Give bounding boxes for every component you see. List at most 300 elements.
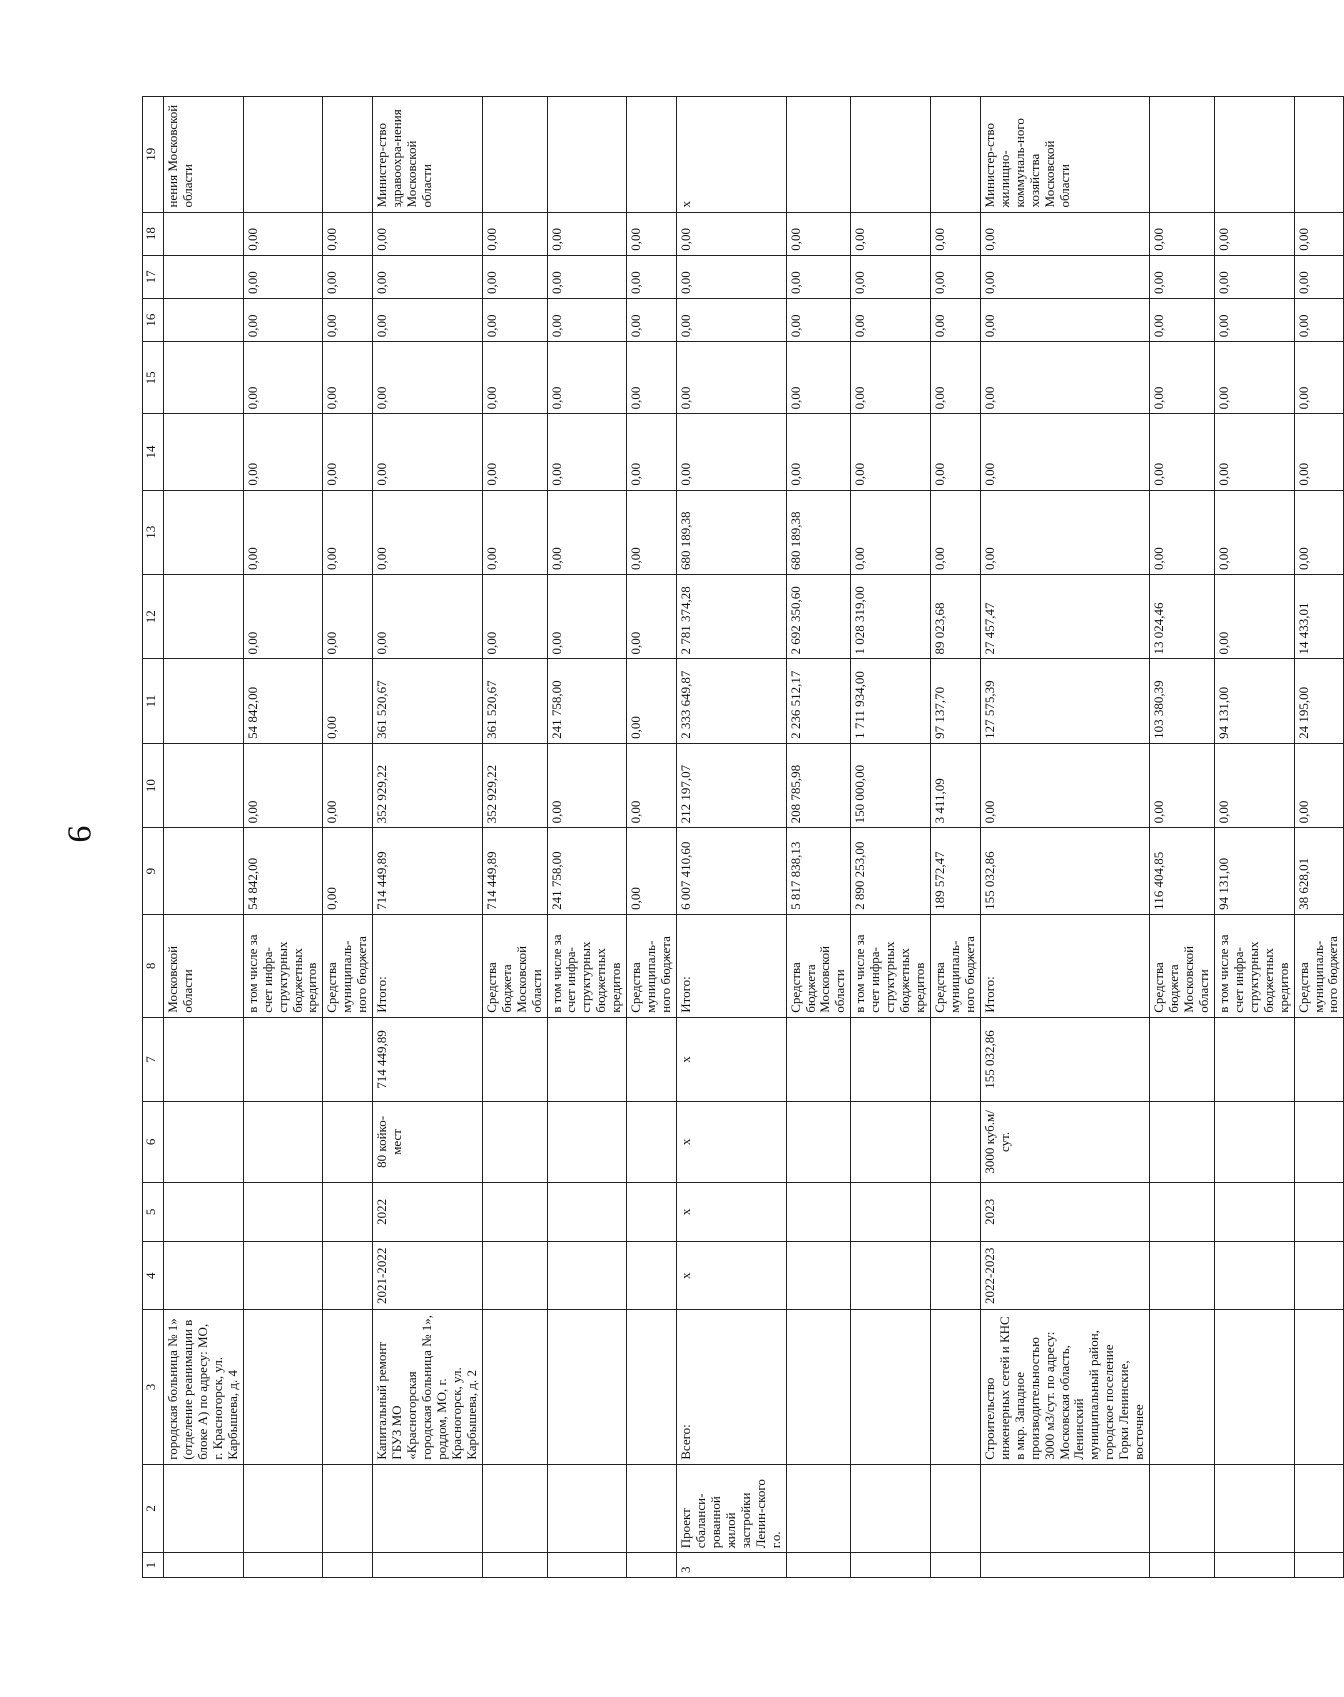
table-cell-col-3	[243, 1310, 323, 1464]
header-row	[143, 97, 164, 1578]
table-cell-col-2	[243, 1464, 323, 1553]
column-header-18: 18	[143, 212, 164, 255]
table-cell-col-3	[1150, 1310, 1215, 1464]
table-cell-col-7: x	[677, 1017, 787, 1101]
table-cell-col-7	[627, 1017, 677, 1101]
table-cell-col-8: Средства муниципаль-ного бюджета	[627, 914, 677, 1017]
table-cell-col-18	[164, 212, 244, 255]
table-cell-col-14: 0,00	[1214, 414, 1294, 490]
table-cell-col-7: 714 449,89	[373, 1017, 483, 1101]
table-cell-col-3	[786, 1310, 851, 1464]
table-cell-col-12: 14 433,01	[1294, 575, 1344, 659]
table-cell-col-17: 0,00	[547, 255, 627, 298]
table-cell-col-17: 0,00	[1214, 255, 1294, 298]
table-cell-col-5	[1214, 1182, 1294, 1242]
table-cell-col-12: 0,00	[373, 575, 483, 659]
column-header-9: 9	[143, 828, 164, 915]
table-cell-col-13: 0,00	[243, 490, 323, 574]
table-row	[547, 97, 627, 1578]
table-cell-col-2	[1294, 1464, 1344, 1553]
column-header-7: 7	[143, 1017, 164, 1101]
table-cell-col-9: 241 758,00	[547, 828, 627, 915]
table-cell-col-6	[482, 1102, 547, 1182]
table-cell-col-4	[1150, 1242, 1215, 1310]
table-cell-col-4	[627, 1242, 677, 1310]
column-header-3: 3	[143, 1310, 164, 1464]
table-cell-col-19	[1294, 97, 1344, 213]
table-cell-col-2	[786, 1464, 851, 1553]
table-cell-col-9: 94 131,00	[1214, 828, 1294, 915]
table-cell-col-16: 0,00	[931, 299, 981, 342]
table-cell-col-9: 714 449,89	[373, 828, 483, 915]
table-cell-col-7	[786, 1017, 851, 1101]
table-cell-col-4	[851, 1242, 931, 1310]
table-cell-col-15: 0,00	[373, 342, 483, 414]
table-cell-col-5	[1150, 1182, 1215, 1242]
table-cell-col-1: 3	[677, 1553, 787, 1578]
table-cell-col-9: 38 628,01	[1294, 828, 1344, 915]
column-header-12: 12	[143, 575, 164, 659]
table-cell-col-11: 127 575,39	[980, 659, 1149, 743]
table-cell-col-12: 2 692 350,60	[786, 575, 851, 659]
table-cell-col-16: 0,00	[1294, 299, 1344, 342]
table-row	[980, 97, 1149, 1578]
table-cell-col-14: 0,00	[373, 414, 483, 490]
table-cell-col-3: городская больница № 1» (отделение реанимации в блоке А) по адресу: МО, г. Красногорск, ул. Карбышева, д. 4	[164, 1310, 244, 1464]
column-header-13: 13	[143, 490, 164, 574]
table-body	[164, 97, 1344, 1578]
table-cell-col-7: 155 032,86	[980, 1017, 1149, 1101]
table-cell-col-10: 3 411,09	[931, 743, 981, 827]
table-cell-col-16: 0,00	[786, 299, 851, 342]
table-cell-col-17: 0,00	[373, 255, 483, 298]
table-cell-col-8: Московской области	[164, 914, 244, 1017]
table-cell-col-17: 0,00	[323, 255, 373, 298]
column-header-19: 19	[143, 97, 164, 213]
table-cell-col-16: 0,00	[1150, 299, 1215, 342]
table-cell-col-1	[547, 1553, 627, 1578]
table-cell-col-11: 361 520,67	[482, 659, 547, 743]
column-header-1: 1	[143, 1553, 164, 1578]
table-cell-col-19	[786, 97, 851, 213]
table-cell-col-14: 0,00	[243, 414, 323, 490]
table-cell-col-1	[851, 1553, 931, 1578]
table-cell-col-14: 0,00	[786, 414, 851, 490]
table-cell-col-18: 0,00	[547, 212, 627, 255]
table-cell-col-18: 0,00	[373, 212, 483, 255]
table-row	[1214, 97, 1294, 1578]
table-cell-col-17: 0,00	[243, 255, 323, 298]
table-cell-col-19: x	[677, 97, 787, 213]
table-cell-col-19	[851, 97, 931, 213]
table-cell-col-1	[482, 1553, 547, 1578]
table-cell-col-10: 0,00	[323, 743, 373, 827]
table-cell-col-11: 241 758,00	[547, 659, 627, 743]
table-cell-col-17: 0,00	[931, 255, 981, 298]
table-cell-col-1	[243, 1553, 323, 1578]
table-row	[627, 97, 677, 1578]
table-cell-col-6	[243, 1102, 323, 1182]
table-cell-col-14: 0,00	[482, 414, 547, 490]
table-cell-col-18: 0,00	[980, 212, 1149, 255]
table-cell-col-18: 0,00	[482, 212, 547, 255]
table-cell-col-17: 0,00	[980, 255, 1149, 298]
table-cell-col-5	[243, 1182, 323, 1242]
table-cell-col-1	[373, 1553, 483, 1578]
table-cell-col-3: Капитальный ремонт ГБУЗ МО «Красногорская городская больница № 1», роддом, МО, г. Красногорск, ул. Карбышева, д. 2	[373, 1310, 483, 1464]
table-cell-col-13: 0,00	[1150, 490, 1215, 574]
table-cell-col-5	[786, 1182, 851, 1242]
table-cell-col-19	[482, 97, 547, 213]
table-cell-col-15: 0,00	[980, 342, 1149, 414]
table-cell-col-2	[547, 1464, 627, 1553]
table-cell-col-19	[547, 97, 627, 213]
table-cell-col-19	[627, 97, 677, 213]
table-cell-col-18: 0,00	[323, 212, 373, 255]
table-cell-col-10: 212 197,07	[677, 743, 787, 827]
financing-table	[142, 96, 1344, 1578]
table-cell-col-14: 0,00	[1150, 414, 1215, 490]
table-cell-col-12: 0,00	[243, 575, 323, 659]
table-cell-col-11: 0,00	[323, 659, 373, 743]
table-cell-col-15: 0,00	[1150, 342, 1215, 414]
table-cell-col-17	[164, 255, 244, 298]
table-cell-col-11: 1 711 934,00	[851, 659, 931, 743]
table-cell-col-8: Средства бюджета Московской области	[482, 914, 547, 1017]
table-row	[1150, 97, 1215, 1578]
table-cell-col-15: 0,00	[547, 342, 627, 414]
table-cell-col-11: 0,00	[627, 659, 677, 743]
table-cell-col-1	[323, 1553, 373, 1578]
table-cell-col-5	[323, 1182, 373, 1242]
table-cell-col-9	[164, 828, 244, 915]
table-cell-col-10: 0,00	[627, 743, 677, 827]
table-cell-col-16: 0,00	[1214, 299, 1294, 342]
table-cell-col-4	[931, 1242, 981, 1310]
table-cell-col-5: x	[677, 1182, 787, 1242]
table-cell-col-2	[980, 1464, 1149, 1553]
table-cell-col-8: Средства бюджета Московской области	[1150, 914, 1215, 1017]
table-cell-col-13: 0,00	[931, 490, 981, 574]
table-cell-col-12: 0,00	[627, 575, 677, 659]
table-cell-col-17: 0,00	[482, 255, 547, 298]
table-cell-col-13: 680 189,38	[677, 490, 787, 574]
table-cell-col-6	[547, 1102, 627, 1182]
table-cell-col-18: 0,00	[243, 212, 323, 255]
table-cell-col-2	[323, 1464, 373, 1553]
table-cell-col-9: 2 890 253,00	[851, 828, 931, 915]
table-cell-col-12: 13 024,46	[1150, 575, 1215, 659]
table-cell-col-7	[1214, 1017, 1294, 1101]
table-cell-col-11	[164, 659, 244, 743]
table-cell-col-10	[164, 743, 244, 827]
table-cell-col-10: 150 000,00	[851, 743, 931, 827]
column-header-4: 4	[143, 1242, 164, 1310]
table-cell-col-18: 0,00	[786, 212, 851, 255]
table-cell-col-3	[547, 1310, 627, 1464]
table-cell-col-10: 0,00	[1214, 743, 1294, 827]
table-row	[786, 97, 851, 1578]
table-cell-col-6	[931, 1102, 981, 1182]
table-cell-col-16: 0,00	[373, 299, 483, 342]
table-cell-col-5	[851, 1182, 931, 1242]
table-cell-col-17: 0,00	[851, 255, 931, 298]
table-cell-col-13: 0,00	[323, 490, 373, 574]
table-row	[851, 97, 931, 1578]
table-cell-col-14: 0,00	[851, 414, 931, 490]
table-cell-col-5	[164, 1182, 244, 1242]
table-cell-col-15: 0,00	[243, 342, 323, 414]
table-cell-col-15: 0,00	[1294, 342, 1344, 414]
table-cell-col-8: в том числе за счет инфра-структурных бюджетных кредитов	[243, 914, 323, 1017]
table-cell-col-9: 0,00	[627, 828, 677, 915]
table-cell-col-6: 80 койко-мест	[373, 1102, 483, 1182]
table-cell-col-15	[164, 342, 244, 414]
table-cell-col-7	[547, 1017, 627, 1101]
column-header-5: 5	[143, 1182, 164, 1242]
table-cell-col-1	[786, 1553, 851, 1578]
table-row	[323, 97, 373, 1578]
table-cell-col-3	[931, 1310, 981, 1464]
table-cell-col-11: 97 137,70	[931, 659, 981, 743]
table-cell-col-4	[482, 1242, 547, 1310]
table-cell-col-12: 0,00	[547, 575, 627, 659]
table-cell-col-3	[1214, 1310, 1294, 1464]
table-cell-col-2	[373, 1464, 483, 1553]
table-cell-col-15: 0,00	[1214, 342, 1294, 414]
table-cell-col-9: 189 572,47	[931, 828, 981, 915]
table-row	[1294, 97, 1344, 1578]
table-cell-col-6	[851, 1102, 931, 1182]
table-cell-col-4	[323, 1242, 373, 1310]
column-header-17: 17	[143, 255, 164, 298]
table-cell-col-6	[1150, 1102, 1215, 1182]
table-cell-col-18: 0,00	[851, 212, 931, 255]
table-cell-col-16: 0,00	[243, 299, 323, 342]
table-cell-col-9: 155 032,86	[980, 828, 1149, 915]
table-cell-col-15: 0,00	[931, 342, 981, 414]
table-cell-col-11: 2 236 512,17	[786, 659, 851, 743]
table-cell-col-4: 2022-2023	[980, 1242, 1149, 1310]
table-cell-col-16: 0,00	[980, 299, 1149, 342]
table-cell-col-12: 89 023,68	[931, 575, 981, 659]
table-cell-col-8: в том числе за счет инфра-структурных бюджетных кредитов	[1214, 914, 1294, 1017]
table-cell-col-3	[851, 1310, 931, 1464]
table-cell-col-4: x	[677, 1242, 787, 1310]
table-cell-col-17: 0,00	[1150, 255, 1215, 298]
table-cell-col-5: 2023	[980, 1182, 1149, 1242]
column-header-2: 2	[143, 1464, 164, 1553]
table-row	[243, 97, 323, 1578]
column-header-16: 16	[143, 299, 164, 342]
table-row	[931, 97, 981, 1578]
table-cell-col-19: Министер-ство здравоохра-нения Московской области	[373, 97, 483, 213]
table-cell-col-5	[482, 1182, 547, 1242]
table-cell-col-5	[931, 1182, 981, 1242]
table-cell-col-3	[1294, 1310, 1344, 1464]
page-number: 9	[60, 825, 98, 843]
table-cell-col-5	[1294, 1182, 1344, 1242]
table-cell-col-1	[980, 1553, 1149, 1578]
table-cell-col-10: 0,00	[243, 743, 323, 827]
column-header-10: 10	[143, 743, 164, 827]
table-cell-col-16: 0,00	[482, 299, 547, 342]
table-cell-col-1	[1150, 1553, 1215, 1578]
table-row	[677, 97, 787, 1578]
table-cell-col-14: 0,00	[547, 414, 627, 490]
table-cell-col-9: 116 404,85	[1150, 828, 1215, 915]
table-cell-col-14: 0,00	[677, 414, 787, 490]
table-cell-col-13: 0,00	[851, 490, 931, 574]
table-cell-col-13: 0,00	[1214, 490, 1294, 574]
table-cell-col-9: 5 817 838,13	[786, 828, 851, 915]
column-header-15: 15	[143, 342, 164, 414]
table-cell-col-17: 0,00	[786, 255, 851, 298]
table-cell-col-8: в том числе за счет инфра-структурных бюджетных кредитов	[547, 914, 627, 1017]
table-cell-col-8: Средства бюджета Московской области	[786, 914, 851, 1017]
table-cell-col-10: 0,00	[980, 743, 1149, 827]
table-cell-col-12: 2 781 374,28	[677, 575, 787, 659]
table-cell-col-6: 3000 куб.м/сут.	[980, 1102, 1149, 1182]
table-cell-col-2	[1150, 1464, 1215, 1553]
table-cell-col-14: 0,00	[931, 414, 981, 490]
table-cell-col-6	[627, 1102, 677, 1182]
column-header-14: 14	[143, 414, 164, 490]
table-cell-col-5	[547, 1182, 627, 1242]
table-cell-col-7	[1294, 1017, 1344, 1101]
table-cell-col-16: 0,00	[851, 299, 931, 342]
table-cell-col-13: 680 189,38	[786, 490, 851, 574]
table-cell-col-12: 0,00	[482, 575, 547, 659]
table-cell-col-10: 208 785,98	[786, 743, 851, 827]
table-cell-col-10: 352 929,22	[373, 743, 483, 827]
table-cell-col-9: 0,00	[323, 828, 373, 915]
table-cell-col-13: 0,00	[1294, 490, 1344, 574]
table-cell-col-17: 0,00	[677, 255, 787, 298]
table-cell-col-2	[627, 1464, 677, 1553]
table-cell-col-3	[323, 1310, 373, 1464]
table-cell-col-15: 0,00	[627, 342, 677, 414]
table-cell-col-12: 0,00	[1214, 575, 1294, 659]
table-cell-col-9: 714 449,89	[482, 828, 547, 915]
table-cell-col-6	[1294, 1102, 1344, 1182]
table-cell-col-4	[1214, 1242, 1294, 1310]
table-cell-col-18: 0,00	[627, 212, 677, 255]
table-cell-col-2	[931, 1464, 981, 1553]
table-cell-col-19: нения Московской области	[164, 97, 244, 213]
table-cell-col-2	[851, 1464, 931, 1553]
table-cell-col-12: 27 457,47	[980, 575, 1149, 659]
table-cell-col-7	[323, 1017, 373, 1101]
column-header-11: 11	[143, 659, 164, 743]
column-header-8: 8	[143, 914, 164, 1017]
table-cell-col-7	[243, 1017, 323, 1101]
table-cell-col-1	[1214, 1553, 1294, 1578]
table-cell-col-13: 0,00	[482, 490, 547, 574]
table-cell-col-19	[323, 97, 373, 213]
table-cell-col-10: 352 929,22	[482, 743, 547, 827]
table-cell-col-6	[1214, 1102, 1294, 1182]
table-cell-col-18: 0,00	[1214, 212, 1294, 255]
table-cell-col-6	[786, 1102, 851, 1182]
table-cell-col-9: 6 007 410,60	[677, 828, 787, 915]
table-cell-col-18: 0,00	[1150, 212, 1215, 255]
table-cell-col-16: 0,00	[627, 299, 677, 342]
table-cell-col-6: x	[677, 1102, 787, 1182]
table-cell-col-12: 0,00	[323, 575, 373, 659]
table-cell-col-3	[627, 1310, 677, 1464]
table-cell-col-2	[1214, 1464, 1294, 1553]
table-cell-col-7	[164, 1017, 244, 1101]
table-cell-col-2	[164, 1464, 244, 1553]
table-cell-col-18: 0,00	[931, 212, 981, 255]
table-cell-col-19	[243, 97, 323, 213]
table-cell-col-19	[931, 97, 981, 213]
table-cell-col-15: 0,00	[677, 342, 787, 414]
rotated-page-content	[142, 96, 1341, 1578]
table-cell-col-13: 0,00	[373, 490, 483, 574]
table-cell-col-14: 0,00	[627, 414, 677, 490]
table-cell-col-1	[1294, 1553, 1344, 1578]
table-row	[482, 97, 547, 1578]
table-cell-col-5: 2022	[373, 1182, 483, 1242]
table-cell-col-4	[1294, 1242, 1344, 1310]
table-cell-col-2	[482, 1464, 547, 1553]
table-cell-col-8: Средства муниципаль-ного бюджета	[931, 914, 981, 1017]
table-cell-col-8: Средства муниципаль-ного бюджета	[323, 914, 373, 1017]
table-row	[373, 97, 483, 1578]
table-cell-col-12	[164, 575, 244, 659]
table-cell-col-8: Итого:	[677, 914, 787, 1017]
table-cell-col-4	[243, 1242, 323, 1310]
table-cell-col-1	[164, 1553, 244, 1578]
table-cell-col-14: 0,00	[1294, 414, 1344, 490]
table-cell-col-1	[931, 1553, 981, 1578]
table-cell-col-11: 54 842,00	[243, 659, 323, 743]
table-cell-col-4: 2021-2022	[373, 1242, 483, 1310]
table-cell-col-10: 0,00	[1294, 743, 1344, 827]
table-cell-col-4	[547, 1242, 627, 1310]
table-cell-col-19	[1150, 97, 1215, 213]
table-cell-col-7	[851, 1017, 931, 1101]
table-cell-col-18: 0,00	[677, 212, 787, 255]
table-cell-col-16	[164, 299, 244, 342]
table-row	[164, 97, 244, 1578]
table-cell-col-14: 0,00	[323, 414, 373, 490]
table-cell-col-16: 0,00	[677, 299, 787, 342]
table-cell-col-2: Проект сбаланси-рованной жилой застройки Ленин-ского г.о.	[677, 1464, 787, 1553]
table-cell-col-16: 0,00	[323, 299, 373, 342]
table-cell-col-16: 0,00	[547, 299, 627, 342]
column-header-6: 6	[143, 1102, 164, 1182]
table-cell-col-8: Итого:	[980, 914, 1149, 1017]
table-cell-col-5	[627, 1182, 677, 1242]
table-cell-col-11: 24 195,00	[1294, 659, 1344, 743]
table-cell-col-6	[164, 1102, 244, 1182]
table-cell-col-7	[1150, 1017, 1215, 1101]
table-cell-col-3: Всего:	[677, 1310, 787, 1464]
table-cell-col-15: 0,00	[323, 342, 373, 414]
table-cell-col-4	[164, 1242, 244, 1310]
table-cell-col-17: 0,00	[627, 255, 677, 298]
table-cell-col-14: 0,00	[980, 414, 1149, 490]
table-cell-col-6	[323, 1102, 373, 1182]
table-cell-col-17: 0,00	[1294, 255, 1344, 298]
table-cell-col-13: 0,00	[547, 490, 627, 574]
table-cell-col-7	[482, 1017, 547, 1101]
table-cell-col-7	[931, 1017, 981, 1101]
table-cell-col-11: 361 520,67	[373, 659, 483, 743]
